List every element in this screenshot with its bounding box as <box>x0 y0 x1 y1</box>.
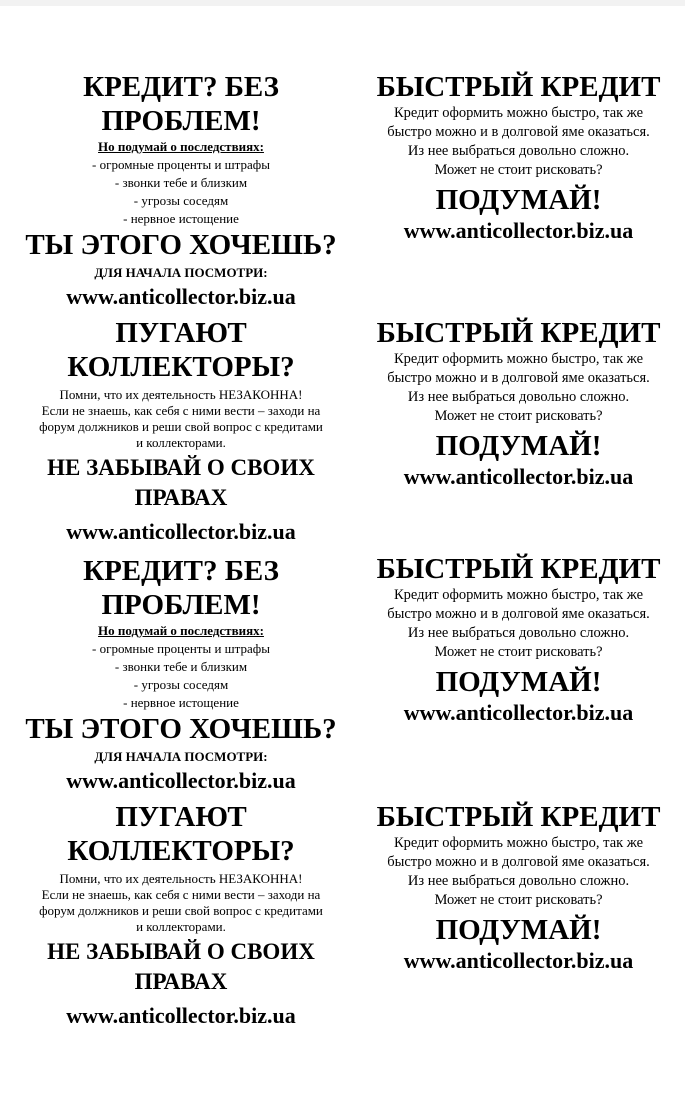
flyer-title: ПРОБЛЕМ! <box>101 589 261 621</box>
flyer-title: БЫСТРЫЙ КРЕДИТ <box>376 71 661 103</box>
flyer-body-line: Может не стоит рисковать? <box>434 644 603 660</box>
fast-credit-flyer <box>352 800 685 974</box>
flyer-body-line: Кредит оформить можно быстро, так же <box>393 835 644 851</box>
consequence-item: - нервное истощение <box>123 211 239 226</box>
site-url: www.anticollector.biz.ua <box>66 768 296 793</box>
site-url: www.anticollector.biz.ua <box>66 1003 296 1028</box>
flyer-title: КРЕДИТ? БЕЗ <box>83 71 279 103</box>
consequences-heading: Но подумай о последствиях: <box>98 139 264 154</box>
consequences-heading: Но подумай о последствиях: <box>98 623 264 638</box>
flyer-body-line: быстро можно и в долговой яме оказаться. <box>387 370 650 386</box>
rights-text: НЕ ЗАБЫВАЙ О СВОИХ <box>47 455 315 480</box>
flyer-body-line: Из нее выбраться довольно сложно. <box>407 143 630 159</box>
site-url: www.anticollector.biz.ua <box>403 464 634 489</box>
look-first-text: ДЛЯ НАЧАЛА ПОСМОТРИ: <box>94 749 268 764</box>
flyer-body-line: форум должников и реши свой вопрос с кредитами <box>39 903 323 918</box>
flyer-title: БЫСТРЫЙ КРЕДИТ <box>376 317 661 349</box>
collectors-flyer <box>0 316 362 545</box>
consequence-item: - нервное истощение <box>123 695 239 710</box>
fast-credit-flyer <box>352 70 685 244</box>
flyer-body-line: быстро можно и в долговой яме оказаться. <box>387 124 650 140</box>
consequence-item: - угрозы соседям <box>133 193 229 208</box>
flyer-body-line: Может не стоит рисковать? <box>434 162 603 178</box>
look-first-text: ДЛЯ НАЧАЛА ПОСМОТРИ: <box>94 265 268 280</box>
think-text: ПОДУМАЙ! <box>435 914 602 946</box>
flyer-question: ТЫ ЭТОГО ХОЧЕШЬ? <box>25 229 337 261</box>
flyer-question: ТЫ ЭТОГО ХОЧЕШЬ? <box>25 713 337 745</box>
flyer-body-line: Может не стоит рисковать? <box>434 892 603 908</box>
credit-flyer <box>0 70 362 310</box>
think-text: ПОДУМАЙ! <box>435 430 602 462</box>
flyer-title: КОЛЛЕКТОРЫ? <box>67 835 295 867</box>
flyer-body-line: быстро можно и в долговой яме оказаться. <box>387 606 650 622</box>
flyer-body-line: форум должников и реши свой вопрос с кредитами <box>39 419 323 434</box>
flyer-body-line: Может не стоит рисковать? <box>434 408 603 424</box>
flyer-title: ПУГАЮТ <box>115 801 247 833</box>
rights-text: ПРАВАХ <box>134 485 228 510</box>
flyer-body-line: Кредит оформить можно быстро, так же <box>393 105 644 121</box>
flyer-title: КРЕДИТ? БЕЗ <box>83 555 279 587</box>
consequence-item: - звонки тебе и близким <box>114 659 248 674</box>
flyer-title: ПРОБЛЕМ! <box>101 105 261 137</box>
site-url: www.anticollector.biz.ua <box>403 218 634 243</box>
consequence-item: - огромные проценты и штрафы <box>92 157 270 172</box>
site-url: www.anticollector.biz.ua <box>403 700 634 725</box>
flyer-body-line: Помни, что их деятельность НЕЗАКОННА! <box>59 871 303 886</box>
fast-credit-flyer <box>352 316 685 490</box>
flyer-body-line: быстро можно и в долговой яме оказаться. <box>387 854 650 870</box>
flyer-title: КОЛЛЕКТОРЫ? <box>67 351 295 383</box>
flyer-body-line: Помни, что их деятельность НЕЗАКОННА! <box>59 387 303 402</box>
think-text: ПОДУМАЙ! <box>435 184 602 216</box>
consequence-item: - угрозы соседям <box>133 677 229 692</box>
flyer-body-line: и коллекторами. <box>136 919 226 934</box>
flyer-title: ПУГАЮТ <box>115 317 247 349</box>
flyer-body-line: Кредит оформить можно быстро, так же <box>393 351 644 367</box>
consequence-item: - звонки тебе и близким <box>114 175 248 190</box>
think-text: ПОДУМАЙ! <box>435 666 602 698</box>
flyer-body-line: Из нее выбраться довольно сложно. <box>407 625 630 641</box>
flyer-body-line: Если не знаешь, как себя с ними вести – заходи на <box>41 887 321 902</box>
flyer-body-line: Кредит оформить можно быстро, так же <box>393 587 644 603</box>
consequence-item: - огромные проценты и штрафы <box>92 641 270 656</box>
flyer-body-line: и коллекторами. <box>136 435 226 450</box>
credit-flyer <box>0 554 362 794</box>
fast-credit-flyer <box>352 552 685 726</box>
top-edge <box>0 0 685 6</box>
site-url: www.anticollector.biz.ua <box>403 948 634 973</box>
flyer-body-line: Из нее выбраться довольно сложно. <box>407 389 630 405</box>
flyer-body-line: Если не знаешь, как себя с ними вести – заходи на <box>41 403 321 418</box>
rights-text: ПРАВАХ <box>134 969 228 994</box>
rights-text: НЕ ЗАБЫВАЙ О СВОИХ <box>47 939 315 964</box>
collectors-flyer <box>0 800 362 1029</box>
site-url: www.anticollector.biz.ua <box>66 284 296 309</box>
flyer-body-line: Из нее выбраться довольно сложно. <box>407 873 630 889</box>
flyer-title: БЫСТРЫЙ КРЕДИТ <box>376 553 661 585</box>
site-url: www.anticollector.biz.ua <box>66 519 296 544</box>
flyer-title: БЫСТРЫЙ КРЕДИТ <box>376 801 661 833</box>
